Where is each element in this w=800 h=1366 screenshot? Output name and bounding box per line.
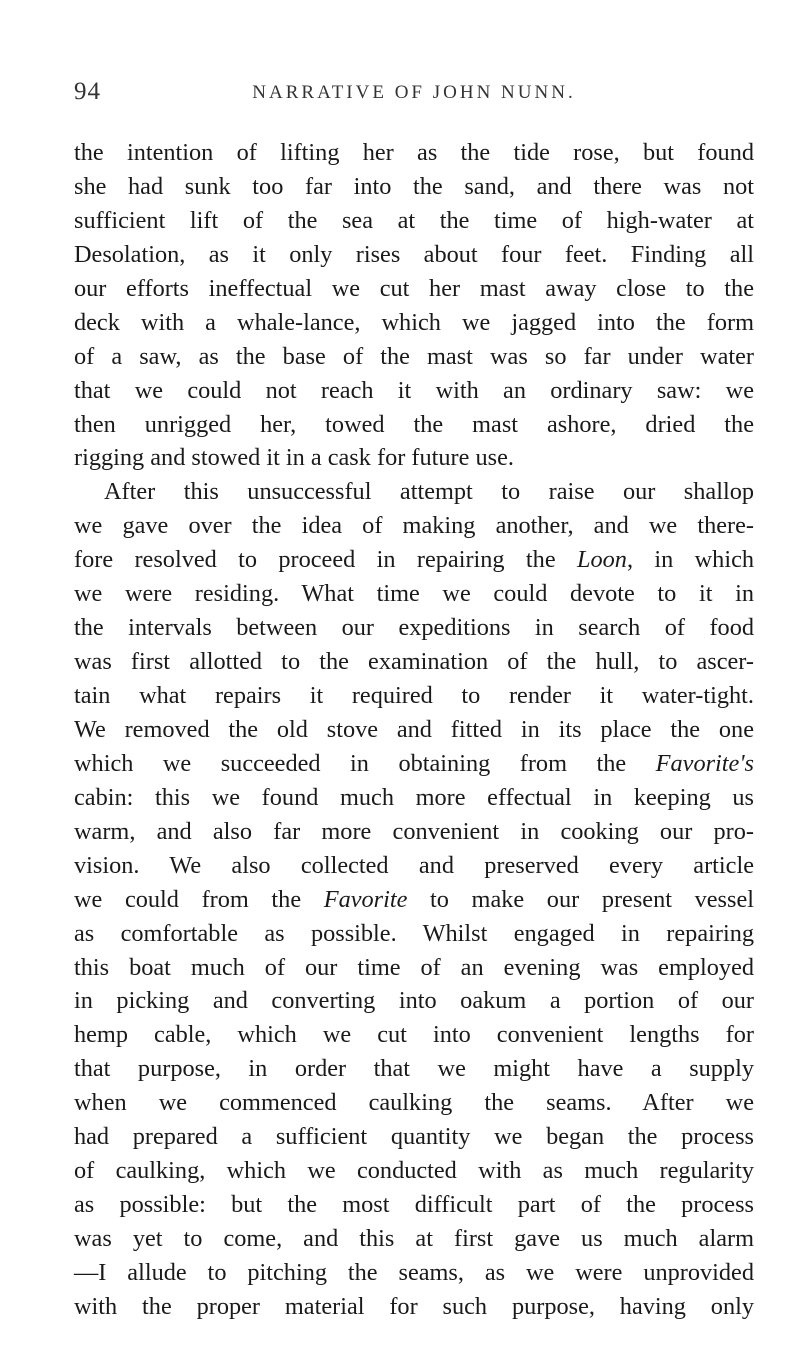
text-line bbox=[74, 1120, 754, 1154]
page-header bbox=[74, 78, 754, 112]
text-run: she had sunk too far into the sand, and there was not bbox=[74, 172, 754, 200]
text-run: when we commenced caulking the seams. After we bbox=[74, 1089, 754, 1117]
text-line bbox=[74, 679, 754, 713]
text-line bbox=[74, 577, 754, 611]
text-run: After this unsuccessful attempt to raise our shallop bbox=[104, 478, 754, 506]
text-line bbox=[74, 204, 754, 238]
text-run: in picking and converting into oakum a portion of our bbox=[74, 987, 754, 1015]
text-line bbox=[74, 645, 754, 679]
text-run: of caulking, which we conducted with as much regularity bbox=[74, 1157, 754, 1185]
text-line bbox=[74, 136, 754, 170]
text-line bbox=[74, 849, 754, 883]
text-run: this boat much of our time of an evening was employed bbox=[74, 953, 754, 981]
text-line bbox=[74, 883, 754, 917]
text-run: we could from the bbox=[74, 885, 324, 913]
text-run: was yet to come, and this at first gave us much alarm bbox=[74, 1225, 754, 1252]
text-run: to make our present vessel bbox=[407, 885, 754, 913]
text-line bbox=[74, 238, 754, 272]
text-line bbox=[74, 272, 754, 306]
text-line bbox=[74, 984, 754, 1018]
text-run: —I allude to pitching the seams, as we were unprovided bbox=[74, 1258, 754, 1286]
text-line bbox=[74, 951, 754, 985]
text-line bbox=[74, 1290, 754, 1324]
text-line bbox=[74, 408, 754, 442]
text-line bbox=[74, 781, 754, 815]
text-run: we gave over the idea of making another, and we there- bbox=[74, 512, 754, 540]
text-run: our efforts ineffectual we cut her mast away close to the bbox=[74, 274, 754, 302]
text-line bbox=[74, 170, 754, 204]
text-run: warm, and also far more convenient in cooking our pro- bbox=[74, 817, 754, 845]
text-line bbox=[74, 1154, 754, 1188]
text-line bbox=[74, 713, 754, 747]
text-line bbox=[74, 340, 754, 374]
text-line bbox=[74, 747, 754, 781]
text-line bbox=[74, 509, 754, 543]
text-run: that purpose, in order that we might have a supply bbox=[74, 1055, 754, 1083]
text-run: then unrigged her, towed the mast ashore, dried the bbox=[74, 410, 754, 438]
text-run: that we could not reach it with an ordinary saw: we bbox=[74, 376, 754, 404]
text-run: rigging and stowed it in a cask for future use. bbox=[74, 444, 514, 472]
text-line bbox=[74, 611, 754, 645]
text-line bbox=[74, 815, 754, 849]
italic-text: Loon bbox=[576, 546, 627, 574]
text-line bbox=[74, 543, 754, 577]
text-line bbox=[74, 441, 754, 475]
text-run: hemp cable, which we cut into convenient lengths for bbox=[74, 1021, 754, 1049]
italic-text: Favorite bbox=[323, 885, 408, 913]
text-run: had prepared a sufficient quantity we began the process bbox=[74, 1123, 754, 1151]
text-run: fore resolved to proceed in repairing the bbox=[74, 546, 577, 574]
text-line bbox=[74, 475, 754, 509]
text-run: which we succeeded in obtaining from the bbox=[74, 749, 656, 777]
text-line bbox=[74, 374, 754, 408]
text-line bbox=[74, 1052, 754, 1086]
text-run: we were residing. What time we could devote to it in bbox=[74, 580, 754, 608]
running-head: NARRATIVE OF JOHN NUNN. bbox=[252, 82, 576, 103]
italic-text: Favorite's bbox=[655, 749, 754, 777]
text-run: with the proper material for such purpose, having only bbox=[74, 1292, 754, 1320]
text-run: Desolation, as it only rises about four feet. Finding all bbox=[74, 240, 754, 268]
text-run: sufficient lift of the sea at the time of high-water at bbox=[74, 206, 754, 234]
text-run: , in which bbox=[626, 546, 754, 574]
text-run: deck with a whale-lance, which we jagged into the form bbox=[74, 308, 754, 336]
text-line bbox=[74, 1222, 754, 1256]
text-line bbox=[74, 1256, 754, 1290]
text-run: tain what repairs it required to render it water-tight. bbox=[74, 682, 754, 709]
text-run: the intervals between our expeditions in search of food bbox=[74, 614, 754, 642]
text-line bbox=[74, 917, 754, 951]
text-run: was first allotted to the examination of the hull, to ascer- bbox=[74, 648, 754, 676]
page-number: 94 bbox=[74, 78, 101, 105]
text-run: of a saw, as the base of the mast was so far under water bbox=[74, 342, 754, 370]
text-run: We removed the old stove and fitted in its place the one bbox=[74, 715, 754, 743]
text-run: the intention of lifting her as the tide rose, but found bbox=[74, 139, 754, 166]
text-run: cabin: this we found much more effectual in keeping us bbox=[74, 783, 754, 811]
text-line bbox=[74, 306, 754, 340]
text-line bbox=[74, 1188, 754, 1222]
text-line bbox=[74, 1018, 754, 1052]
text-run: vision. We also collected and preserved every article bbox=[74, 851, 754, 879]
text-line bbox=[74, 1086, 754, 1120]
body-text bbox=[74, 136, 754, 1324]
text-run: as possible: but the most difficult part of the process bbox=[74, 1191, 754, 1219]
text-run: as comfortable as possible. Whilst engaged in repairing bbox=[74, 919, 754, 947]
